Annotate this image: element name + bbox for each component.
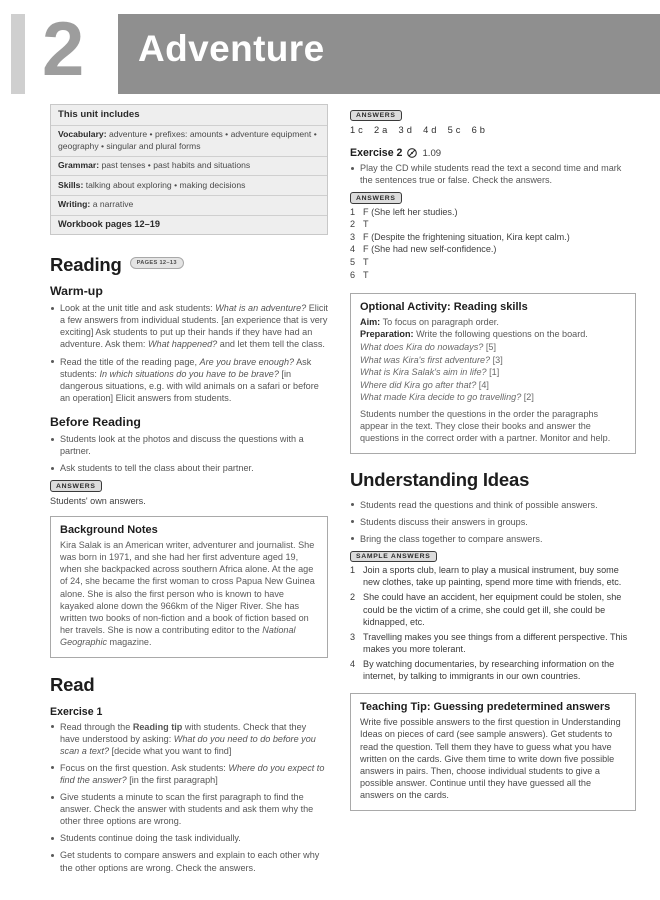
before-reading-heading: Before Reading [50, 414, 141, 429]
unit-includes-row-grammar [51, 157, 327, 177]
unit-includes-row-vocabulary [51, 126, 327, 157]
item-text: F (She had new self-confidence.) [363, 244, 497, 255]
list-item: Read through the Reading tip with students. Check that they have understood by asking: What do you need to do before you scan a text? [decide what you want to find] [50, 721, 328, 757]
row-text: a narrative [90, 199, 134, 210]
item-text: T [363, 219, 369, 230]
list-item [350, 631, 636, 655]
item-number: 3 [350, 631, 356, 642]
question-number: [5] [483, 341, 496, 352]
page-columns [0, 104, 660, 874]
list-item: Look at the unit title and ask students: What is an adventure? Elicit a few answers from individual students. [an experience that is very exciting] Ask students to put up their hands if they have had an adventure. Ask them: What happened? and let them tell the class. [50, 302, 328, 350]
read-heading-label: Read [50, 673, 95, 695]
left-column [50, 104, 328, 874]
teaching-tip-box [350, 693, 636, 810]
exercise-2-label [350, 147, 636, 159]
exercise-1-text: Exercise 1 [50, 705, 103, 718]
board-question [360, 354, 626, 367]
item-text: T [363, 269, 369, 280]
teaching-tip-text: Write five possible answers to the first question in Understanding Ideas on pieces of card (see sample answers). Get students to read the question. Tell them they have to guess what you have written on the cards. Give them time to write down five possible answers in pairs. Then, choose individual students to give a possible answer. Continue until they have guessed all the answers on the cards. [360, 717, 621, 801]
list-item: Students discuss their answers in groups. [350, 516, 636, 528]
question-text: What was Kira's first adventure? [360, 354, 491, 365]
list-item [350, 591, 636, 627]
list-item: Ask students to tell the class about their partner. [50, 462, 328, 474]
before-reading-list [50, 433, 328, 474]
question-number: [1] [486, 367, 500, 378]
exercise-2-list [350, 162, 636, 186]
header-left-strip [11, 14, 25, 94]
board-question [360, 391, 626, 404]
cd-audio-icon [407, 148, 417, 158]
board-question [360, 379, 626, 392]
board-question [360, 341, 626, 354]
right-column [350, 104, 636, 874]
exercise-1-label [50, 706, 328, 718]
background-notes-title: Background Notes [60, 523, 158, 536]
item-number: 2 [350, 592, 356, 603]
item-number: 4 [350, 244, 356, 255]
unit-number: 2 [42, 7, 83, 92]
item-text: T [363, 257, 369, 268]
item-text: By watching documentaries, by researching information on the internet, by talking to immigrants in our own countries. [363, 658, 615, 682]
answers-badge: ANSWERS [350, 110, 402, 122]
list-item [350, 256, 636, 268]
list-item: Students continue doing the task individually. [50, 832, 328, 844]
unit-includes-workbook: Workbook pages 12–19 [58, 219, 160, 230]
optional-activity-title: Optional Activity: Reading skills [360, 300, 528, 313]
question-number: [4] [476, 379, 489, 390]
item-number: 3 [350, 231, 356, 242]
answer-item: 4 d [423, 125, 437, 135]
board-question [360, 366, 626, 379]
warm-up-list [50, 302, 328, 404]
aim-text: To focus on paragraph order. [380, 316, 499, 327]
question-text: Where did Kira go after that? [360, 379, 477, 390]
row-text: past tenses • past habits and situations [99, 160, 251, 171]
item-number: 5 [350, 257, 356, 268]
aim-label: Aim: [360, 316, 381, 327]
list-item [350, 206, 636, 218]
reading-heading-label: Reading [50, 254, 122, 276]
list-item [350, 564, 636, 588]
list-item: Focus on the first question. Ask students: Where do you expect to find the answer? [in the first paragraph] [50, 762, 328, 786]
list-item [350, 218, 636, 230]
list-item: Play the CD while students read the text a second time and mark the sentences true or false. Check the answers. [350, 162, 636, 186]
row-text: adventure • prefixes: amounts • adventure equipment • geography • singular and plural forms [58, 129, 317, 151]
question-text: What is Kira Salak's aim in life? [360, 367, 487, 378]
unit-title: Adventure [138, 28, 325, 69]
unit-includes-row-writing [51, 196, 327, 216]
list-item: Give students a minute to scan the first paragraph to find the answer. Check the answer with students and ask them why the other three options are wrong. [50, 791, 328, 827]
item-number: 2 [350, 219, 356, 230]
row-label: Grammar: [58, 160, 100, 171]
understanding-ideas-heading [350, 469, 636, 491]
item-number: 1 [350, 206, 356, 217]
item-number: 4 [350, 658, 356, 669]
warm-up-heading: Warm-up [50, 284, 103, 299]
answers-badge: ANSWERS [50, 480, 102, 492]
question-number: [2] [521, 392, 534, 403]
sample-answers-badge: SAMPLE ANSWERS [350, 551, 437, 563]
question-text: What made Kira decide to go travelling? [360, 392, 522, 403]
list-item [350, 243, 636, 255]
page-header [0, 0, 660, 96]
list-item [350, 231, 636, 243]
background-notes-box [50, 516, 328, 658]
row-label: Vocabulary: [58, 129, 107, 140]
item-number: 1 [350, 565, 356, 576]
row-label: Skills: [58, 179, 84, 190]
item-text: She could have an accident, her equipment could be stolen, she could be the victim of a crime, she could get ill, she could be kidnapped, etc. [363, 592, 622, 627]
understanding-ideas-list [350, 499, 636, 545]
list-item: Students read the questions and think of possible answers. [350, 499, 636, 511]
item-number: 6 [350, 269, 356, 280]
optional-activity-box [350, 293, 636, 454]
exercise-1-answers [350, 124, 636, 136]
prep-label: Preparation: [360, 329, 414, 340]
list-item [350, 269, 636, 281]
answer-item: 2 a [374, 125, 388, 135]
optional-activity-closing: Students number the questions in the order the paragraphs appear in the text. They close their books and answer the questions in the correct order with a partner. Monitor and help. [360, 408, 611, 444]
list-item: Students look at the photos and discuss the questions with a partner. [50, 433, 328, 457]
item-text: Join a sports club, learn to play a musical instrument, buy some new clothes, take up painting, spend more time with friends, etc. [363, 565, 622, 588]
row-label: Writing: [58, 199, 91, 210]
item-text: F (Despite the frightening situation, Kira kept calm.) [363, 231, 570, 242]
list-item: Get students to compare answers and explain to each other why the other options are wrong. Check the answers. [50, 849, 328, 873]
row-text: talking about exploring • making decisions [83, 179, 246, 190]
before-reading-answer: Students' own answers. [50, 495, 146, 506]
prep-text: Write the following questions on the board. [413, 329, 588, 340]
question-number: [3] [490, 354, 503, 365]
list-item: Read the title of the reading page, Are you brave enough? Ask students: In which situations do you have to be brave? [in dangerous situations, e.g. with wild animals on a safari or before an operation] Elicit answers from students. [50, 356, 328, 404]
list-item: Bring the class together to compare answers. [350, 533, 636, 545]
exercise-1-list [50, 721, 328, 874]
list-item [350, 658, 636, 682]
question-text: What does Kira do nowadays? [360, 341, 484, 352]
answers-badge: ANSWERS [350, 192, 402, 204]
italic-term: National Geographic [60, 625, 296, 648]
pages-badge: PAGES 12–13 [130, 257, 184, 269]
read-section-heading [50, 674, 328, 696]
unit-includes-heading: This unit includes [51, 105, 327, 126]
item-text: F (She left her studies.) [363, 206, 458, 217]
exercise-2-text: Exercise 2 [350, 147, 403, 159]
optional-activity-preparation [360, 328, 626, 341]
answer-item: 3 d [398, 125, 413, 135]
answer-item: 1 c [350, 125, 364, 135]
exercise-2-track: 1.09 [422, 147, 442, 159]
reading-section-heading [50, 254, 328, 276]
understanding-heading-label: Understanding Ideas [350, 468, 530, 490]
unit-includes-box [50, 104, 328, 235]
unit-includes-row-skills [51, 176, 327, 196]
background-notes-text: Kira Salak is an American writer, adventurer and journalist. She was born in 1971, and she had her first adventure aged 19, when she backpacked across southern Africa alone. At the age of 24, she became the first woman to cross Papua New Guinea alone. She is also the first person who is known to have kayaked alone down the 966km of the Niger River. She has written two books of non-fiction and a book of fiction based on her travels. She is now a contributing editor to the National Geographic magazine. [60, 539, 315, 648]
item-text: Travelling makes you see things from a different perspective. This makes you more tolerant. [363, 631, 628, 654]
answer-item: 5 c [447, 125, 461, 135]
optional-activity-aim [360, 316, 626, 329]
teaching-tip-title: Teaching Tip: Guessing predetermined answers [360, 701, 611, 714]
sample-answers-list [350, 564, 636, 682]
exercise-2-answers [350, 206, 636, 281]
answer-item: 6 b [471, 125, 486, 135]
